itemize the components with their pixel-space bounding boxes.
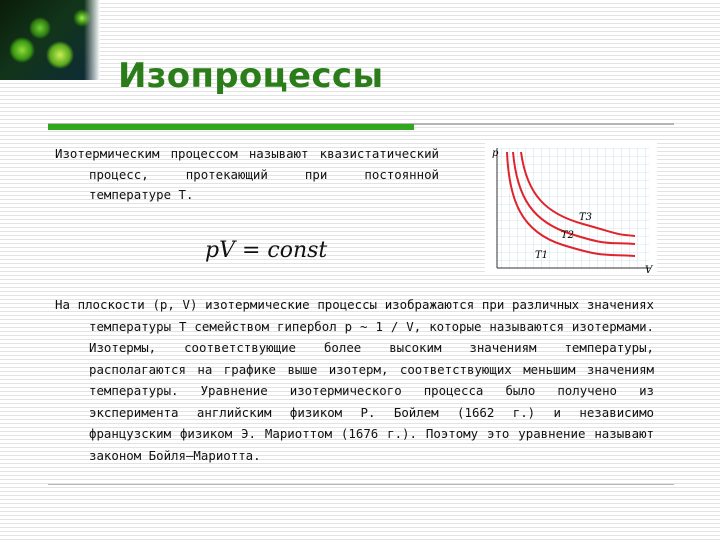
curve-label-t2: T2 xyxy=(561,230,575,241)
curve-label-t1: T1 xyxy=(535,250,549,261)
definition-paragraph: Изотермическим процессом называют квазистатический процесс, протекающий при постоянной температуре T. xyxy=(55,146,439,202)
graph-x-label: V xyxy=(645,265,653,275)
curve-label-t3: T3 xyxy=(579,212,593,223)
graph-grid xyxy=(497,148,649,268)
isothermal-formula: pV = const xyxy=(205,238,328,263)
title-divider-accent xyxy=(48,124,414,130)
isotherm-graph xyxy=(485,140,657,275)
decorative-corner-image xyxy=(0,0,100,80)
bottom-divider xyxy=(48,484,674,485)
isotherm-description-paragraph: На плоскости (p, V) изотермические процессы изображаются при различных значениях температуры T семейством гипербол p ~ 1 / V, которые называются изотермами. Изотермы, соответствующие более высоким значениям температуры, располагаются на графике выше изотерм, соответствующих меньшим значениям температуры. Уравнение изотермического процесса было получено из эксперимента английским физиком Р. Бойлем (1662 г.) и независимо французским физиком Э. Мариоттом (1676 г.). Поэтому это уравнение называют законом Бойля–Мариотта. xyxy=(55,297,654,463)
graph-y-label: p xyxy=(492,148,499,159)
slide-title: Изопроцессы xyxy=(118,56,384,96)
